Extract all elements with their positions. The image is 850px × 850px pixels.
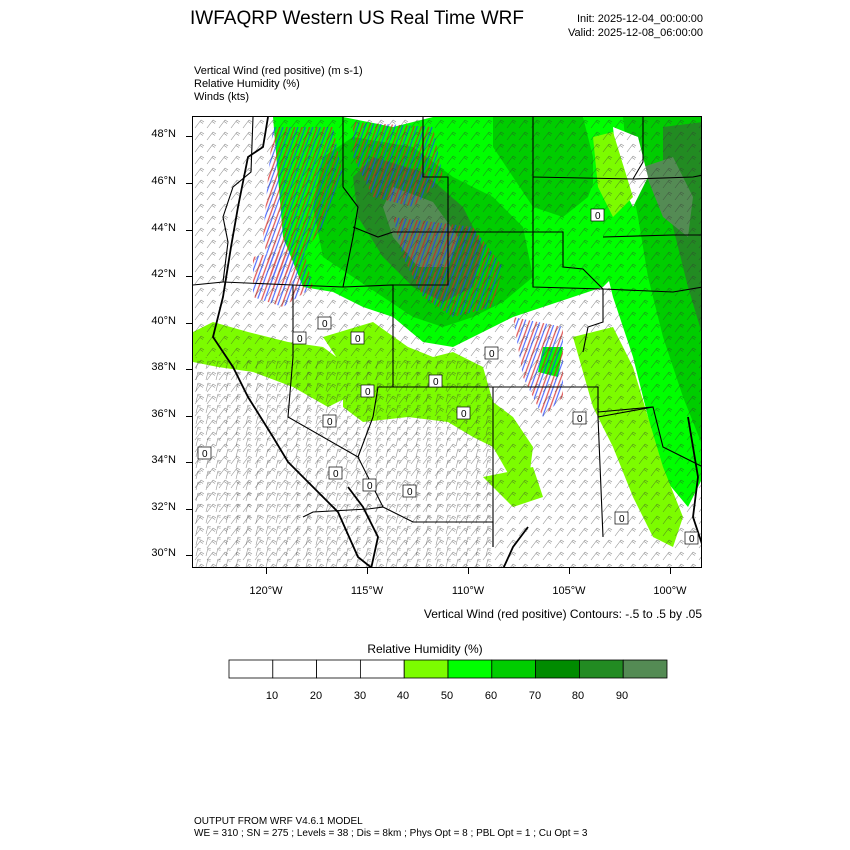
colorbar-swatch xyxy=(492,660,536,678)
field-label-vertical-wind: Vertical Wind (red positive) (m s-1) xyxy=(194,65,363,77)
lat-label-32n: 32°N xyxy=(151,501,176,513)
lon-tick xyxy=(569,568,570,574)
lat-label-40n: 40°N xyxy=(151,315,176,327)
colorbar-label: 20 xyxy=(309,690,323,702)
lon-tick xyxy=(266,568,267,574)
colorbar-label: 30 xyxy=(353,690,367,702)
contour-label: 0 xyxy=(689,534,695,545)
wind-barbs-south xyxy=(193,357,493,568)
lat-tick xyxy=(186,183,192,184)
lon-tick xyxy=(670,568,671,574)
contour-label: 0 xyxy=(327,417,333,428)
contour-label: 0 xyxy=(433,377,439,388)
colorbar-label: 60 xyxy=(484,690,498,702)
colorbar-label: 80 xyxy=(571,690,585,702)
contour-label: 0 xyxy=(355,334,361,345)
map-panel xyxy=(192,116,702,568)
colorbar-swatch xyxy=(273,660,317,678)
contour-label: 0 xyxy=(595,211,601,222)
lon-label-105w: 105°W xyxy=(552,585,586,597)
colorbar-label: 40 xyxy=(396,690,410,702)
model-info-line1: OUTPUT FROM WRF V4.6.1 MODEL xyxy=(194,816,363,827)
colorbar-swatch xyxy=(229,660,273,678)
lat-label-46n: 46°N xyxy=(151,175,176,187)
lat-label-44n: 44°N xyxy=(151,222,176,234)
model-info-line2: WE = 310 ; SN = 275 ; Levels = 38 ; Dis = 8km ; Phys Opt = 8 ; PBL Opt = 1 ; Cu Opt = 3 xyxy=(194,828,588,839)
lat-label-36n: 36°N xyxy=(151,408,176,420)
contour-label: 0 xyxy=(202,449,208,460)
lat-label-42n: 42°N xyxy=(151,268,176,280)
contour-label: 0 xyxy=(461,409,467,420)
lat-label-34n: 34°N xyxy=(151,454,176,466)
colorbar-swatch xyxy=(360,660,404,678)
colorbar-swatch xyxy=(404,660,448,678)
contour-info: Vertical Wind (red positive) Contours: -.5 to .5 by .05 xyxy=(423,607,702,621)
contour-label: 0 xyxy=(333,469,339,480)
lon-label-120w: 120°W xyxy=(249,585,283,597)
init-time: Init: 2025-12-04_00:00:00 xyxy=(577,13,703,25)
contour-label: 0 xyxy=(407,487,413,498)
plot-title: IWFAQRP Western US Real Time WRF xyxy=(190,8,524,29)
colorbar-swatch xyxy=(579,660,623,678)
colorbar-title: Relative Humidity (%) xyxy=(367,642,483,656)
contour-label: 0 xyxy=(322,319,328,330)
colorbar-label: 90 xyxy=(615,690,629,702)
colorbar-swatch xyxy=(448,660,492,678)
lat-tick xyxy=(186,276,192,277)
contour-label: 0 xyxy=(365,387,371,398)
contour-label: 0 xyxy=(367,481,373,492)
contour-label: 0 xyxy=(489,349,495,360)
lat-label-30n: 30°N xyxy=(151,547,176,559)
field-label-winds: Winds (kts) xyxy=(194,91,249,103)
lat-tick xyxy=(186,416,192,417)
colorbar-label: 10 xyxy=(265,690,279,702)
contour-label: 0 xyxy=(297,334,303,345)
lon-tick xyxy=(367,568,368,574)
lat-tick xyxy=(186,136,192,137)
lat-label-38n: 38°N xyxy=(151,361,176,373)
lat-tick xyxy=(186,509,192,510)
lat-tick xyxy=(186,555,192,556)
lat-tick xyxy=(186,462,192,463)
lat-label-48n: 48°N xyxy=(151,128,176,140)
lat-tick xyxy=(186,369,192,370)
colorbar-swatch xyxy=(317,660,361,678)
weather-map xyxy=(193,117,702,568)
colorbar-swatch xyxy=(536,660,580,678)
field-label-relative-humidity: Relative Humidity (%) xyxy=(194,78,300,90)
colorbar-label: 70 xyxy=(528,690,542,702)
contour-label: 0 xyxy=(577,414,583,425)
valid-time: Valid: 2025-12-08_06:00:00 xyxy=(568,27,703,39)
lat-tick xyxy=(186,323,192,324)
lon-label-110w: 110°W xyxy=(451,585,485,597)
colorbar xyxy=(228,659,668,679)
colorbar-swatch xyxy=(623,660,667,678)
lat-tick xyxy=(186,230,192,231)
contour-label: 0 xyxy=(619,514,625,525)
lon-tick xyxy=(468,568,469,574)
lon-label-115w: 115°W xyxy=(350,585,384,597)
lon-label-100w: 100°W xyxy=(653,585,687,597)
colorbar-label: 50 xyxy=(440,690,454,702)
